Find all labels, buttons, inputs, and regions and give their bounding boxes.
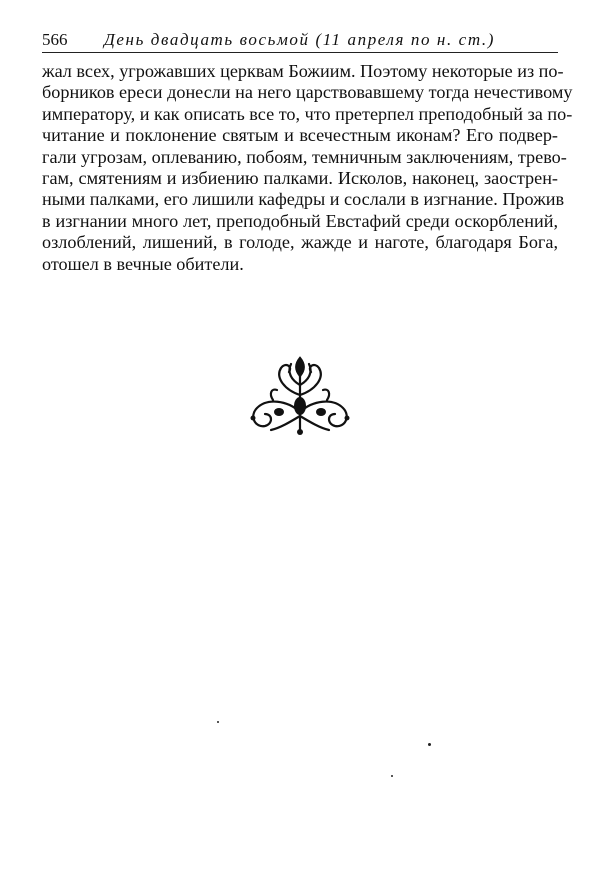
- speck: [217, 721, 219, 723]
- text-line: отошел в вечные обители.: [42, 253, 244, 274]
- text-line: озлоблений, лишений, в голоде, жажде и наготе, благодаря Бога,: [42, 232, 558, 253]
- text-line: гали угрозам, оплеванию, побоям, темничным заключениям, трево-: [42, 146, 567, 167]
- running-title: День двадцать восьмой (11 апреля по н. ст.): [104, 30, 496, 49]
- text-line: борников ереси донесли на него царствовавшему тогда нечестивому: [42, 82, 573, 103]
- text-line: ными палками, его лишили кафедры и сослали в изгнание. Прожив: [42, 189, 565, 210]
- floral-ornament-icon: [245, 350, 355, 436]
- text-line: императору, и как описать все то, что претерпел преподобный за по-: [42, 103, 573, 124]
- text-line: в изгнании много лет, преподобный Евстафий среди оскорблений,: [42, 210, 558, 231]
- text-line: гам, смятениям и избиению палками. Исколов, наконец, заострен-: [42, 168, 558, 189]
- page-number: 566: [42, 30, 68, 49]
- text-line: читание и поклонение святым и всечестным иконам? Его подвер-: [42, 125, 558, 146]
- text-line: жал всех, угрожавших церквам Божиим. Поэтому некоторые из по-: [42, 61, 564, 81]
- speck: [391, 775, 393, 777]
- body-text: [42, 61, 573, 275]
- running-header: [42, 30, 558, 53]
- speck: [428, 743, 431, 746]
